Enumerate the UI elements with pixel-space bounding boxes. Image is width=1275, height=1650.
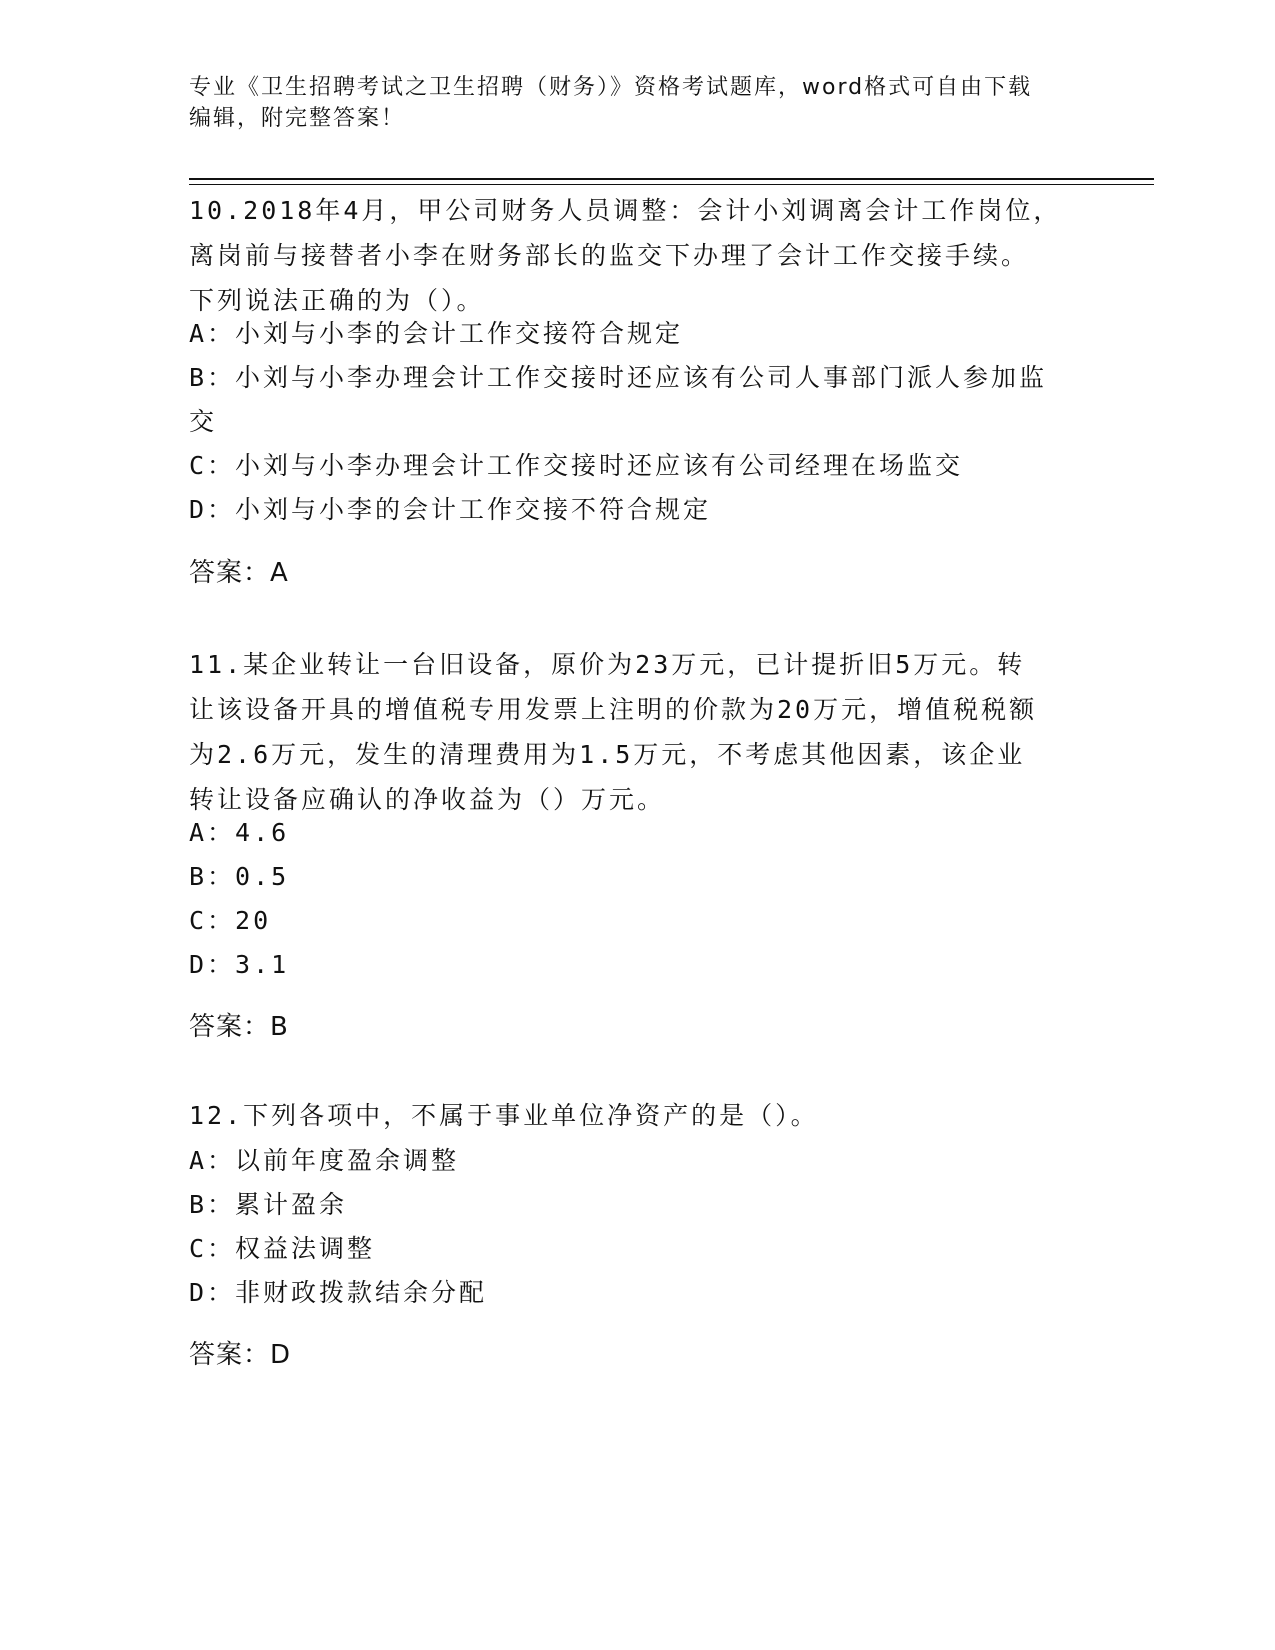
header-divider-thin — [189, 184, 1154, 185]
document-header — [189, 72, 1089, 134]
question-10-option-b-continued: 交 — [189, 407, 218, 436]
question-10-answer: 答案：A — [189, 558, 289, 588]
question-line: 转让设备应确认的净收益为（）万元。 — [189, 785, 666, 814]
question-10-text — [189, 188, 1089, 323]
question-line: 为2.6万元，发生的清理费用为1.5万元，不考虑其他因素，该企业 — [189, 740, 1026, 769]
question-10-option-a: A：小刘与小李的会计工作交接符合规定 — [189, 319, 684, 348]
question-line: 让该设备开具的增值税专用发票上注明的价款为20万元，增值税税额 — [189, 695, 1038, 724]
question-12-option-b: B：累计盈余 — [189, 1190, 348, 1219]
question-11-option-d: D：3.1 — [189, 950, 290, 979]
question-10-option-b: B：小刘与小李办理会计工作交接时还应该有公司人事部门派人参加监 — [189, 363, 1048, 392]
question-line: 11.某企业转让一台旧设备，原价为23万元，已计提折旧5万元。转 — [189, 650, 1026, 679]
question-line: 10.2018年4月，甲公司财务人员调整：会计小刘调离会计工作岗位， — [189, 196, 1062, 225]
question-line: 下列说法正确的为（）。 — [189, 286, 485, 315]
question-12-option-d: D：非财政拨款结余分配 — [189, 1278, 488, 1307]
header-line-2: 编辑，附完整答案！ — [189, 106, 406, 131]
question-12-answer: 答案：D — [189, 1340, 292, 1370]
header-divider-thick — [189, 178, 1154, 180]
question-10-option-c: C：小刘与小李办理会计工作交接时还应该有公司经理在场监交 — [189, 451, 964, 480]
question-11-answer: 答案：B — [189, 1012, 289, 1042]
question-10-option-d: D：小刘与小李的会计工作交接不符合规定 — [189, 495, 712, 524]
question-11-option-c: C：20 — [189, 906, 272, 935]
question-line: 12.下列各项中，不属于事业单位净资产的是（）。 — [189, 1101, 819, 1130]
question-12-option-a: A：以前年度盈余调整 — [189, 1146, 460, 1175]
question-12-option-c: C：权益法调整 — [189, 1234, 376, 1263]
question-11-text — [189, 642, 1089, 822]
question-11-option-b: B：0.5 — [189, 862, 290, 891]
header-line-1: 专业《卫生招聘考试之卫生招聘（财务）》资格考试题库，word格式可自由下载 — [189, 75, 1033, 100]
question-12-text — [189, 1093, 1089, 1138]
question-11-option-a: A：4.6 — [189, 818, 290, 847]
question-line: 离岗前与接替者小李在财务部长的监交下办理了会计工作交接手续。 — [189, 241, 1030, 270]
